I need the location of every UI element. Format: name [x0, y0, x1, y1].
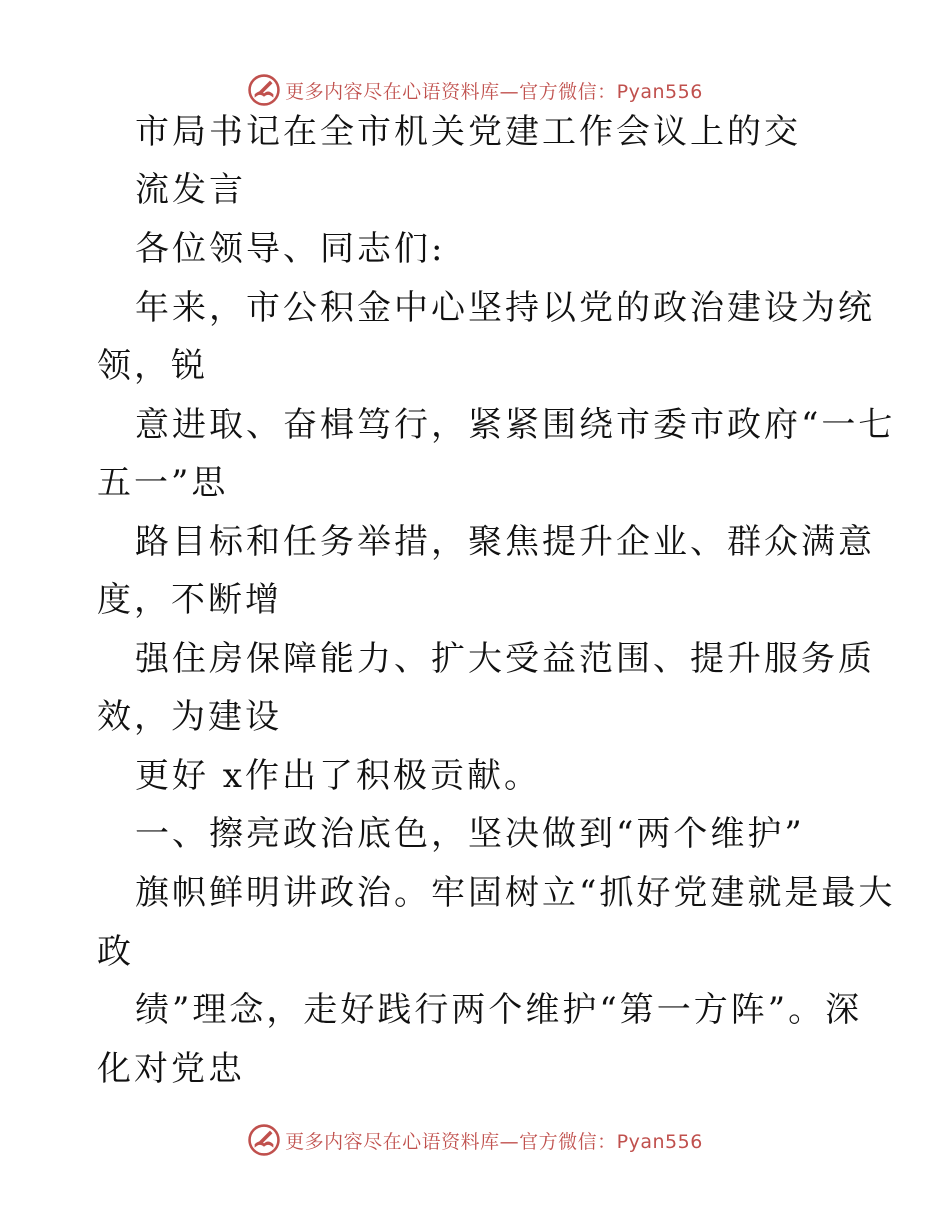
salutation-line: 各位领导、同志们:: [135, 229, 446, 269]
paragraph-line: 旗帜鲜明讲政治。牢固树立“抓好党建就是最大: [135, 873, 896, 913]
paragraph-line: 路目标和任务举措，聚焦提升企业、群众满意: [135, 522, 875, 562]
document-title-line-2: 流发言: [135, 170, 246, 210]
paragraph-line: 意进取、奋楫笃行，紧紧围绕市委市政府“一七: [135, 405, 896, 445]
paragraph-line: 领，锐: [97, 346, 208, 386]
paragraph-line: 年来，市公积金中心坚持以党的政治建设为统: [135, 288, 875, 328]
header-banner-content: [247, 73, 703, 107]
footer-banner: [0, 1120, 950, 1160]
paragraph-line: 化对党忠: [97, 1049, 245, 1089]
book-pen-logo-icon: [247, 73, 281, 107]
paragraph-line: 强住房保障能力、扩大受益范围、提升服务质: [135, 639, 875, 679]
paragraph-line: 度，不断增: [97, 580, 282, 620]
book-pen-logo-icon: [247, 1123, 281, 1157]
paragraph-line: 五一”思: [97, 463, 229, 503]
footer-banner-content: [247, 1123, 703, 1157]
paragraph-line: 绩”理念，走好践行两个维护“第一方阵”。深: [135, 990, 863, 1030]
document-title-line-1: 市局书记在全市机关党建工作会议上的交: [135, 112, 801, 152]
paragraph-line: 更好 x作出了积极贡献。: [135, 756, 541, 796]
header-banner: [0, 70, 950, 110]
paragraph-line: 效，为建设: [97, 697, 282, 737]
footer-banner-text: 更多内容尽在心语资料库—官方微信：Pyan556: [285, 1130, 703, 1153]
section-heading: 一、擦亮政治底色，坚决做到“两个维护”: [135, 814, 805, 854]
header-banner-text: 更多内容尽在心语资料库—官方微信：Pyan556: [285, 80, 703, 103]
paragraph-line: 政: [97, 932, 134, 972]
